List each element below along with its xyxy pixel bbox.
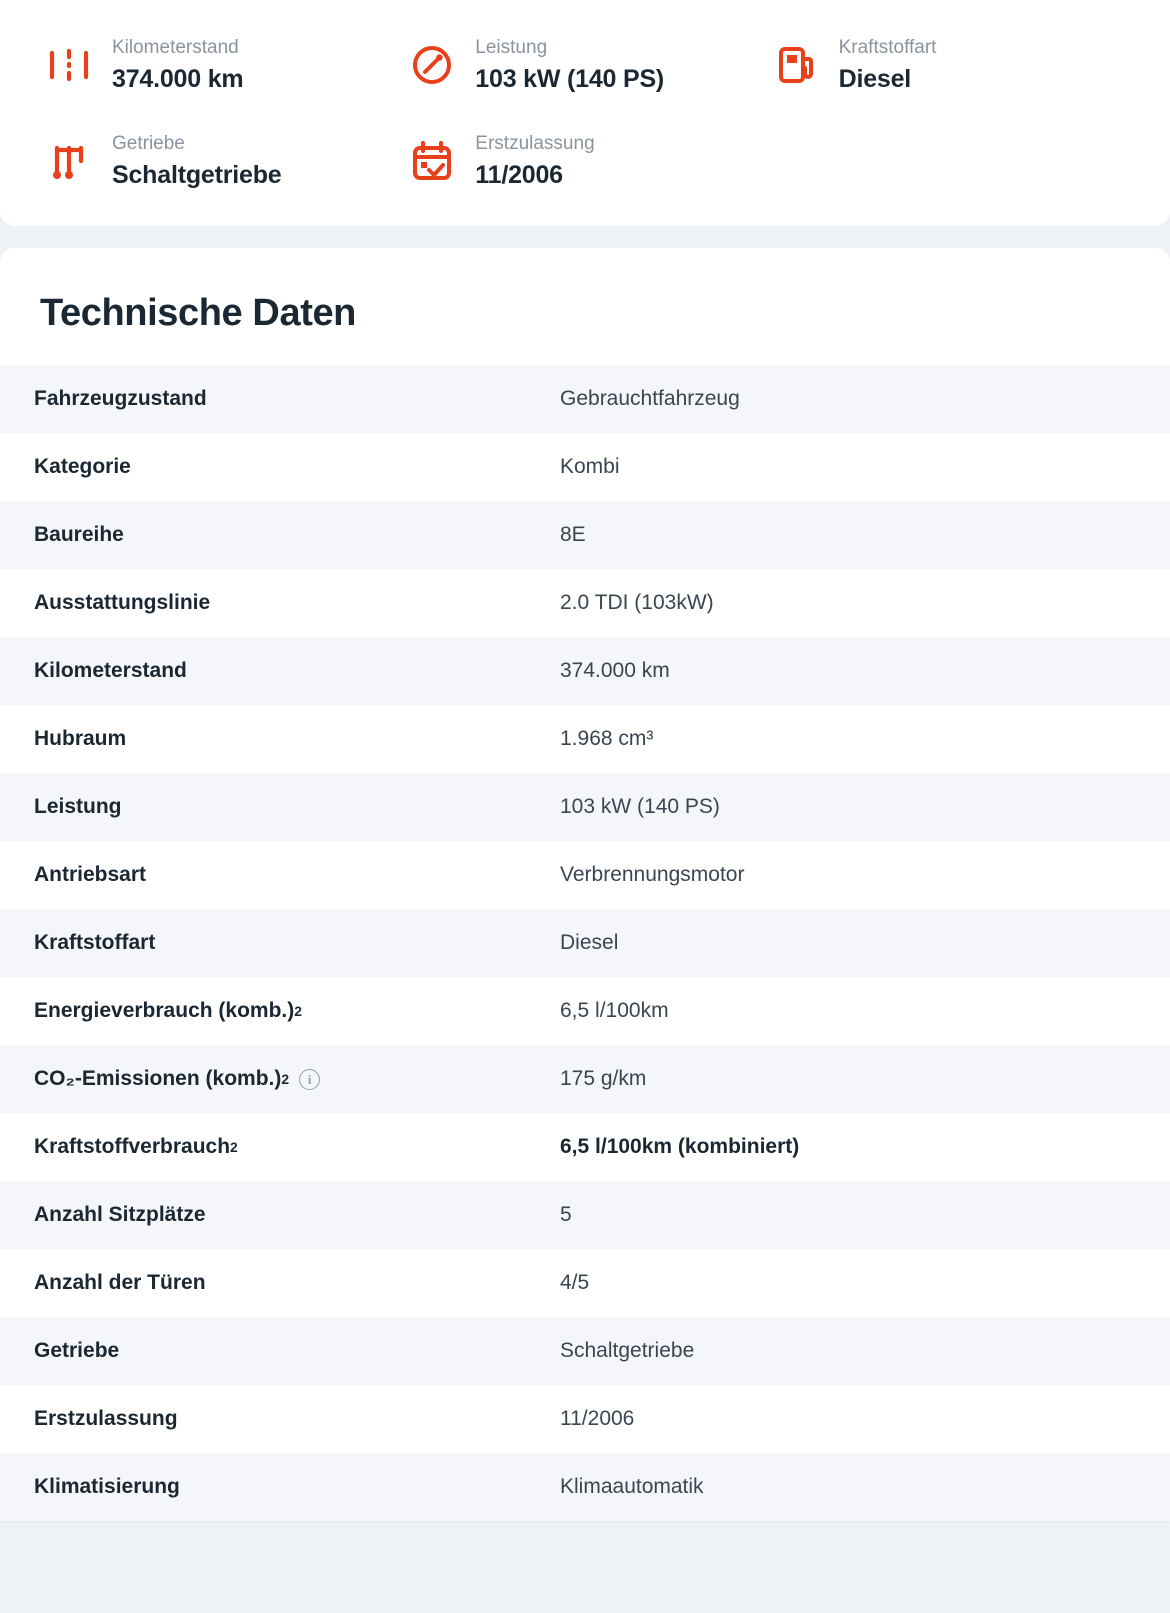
footnote-marker: 2 xyxy=(230,1139,238,1155)
spec-key-label: Kilometerstand xyxy=(34,659,187,682)
odometer-icon xyxy=(40,36,98,94)
spec-value: 8E xyxy=(560,523,586,546)
table-row xyxy=(0,909,1170,977)
footnote-marker: 2 xyxy=(294,1003,302,1019)
spec-value: 103 kW (140 PS) xyxy=(560,795,720,818)
table-row xyxy=(0,773,1170,841)
spec-value: Schaltgetriebe xyxy=(560,1339,695,1362)
page-title: Technische Daten xyxy=(40,292,356,334)
table-row xyxy=(0,1045,1170,1113)
spec-value: 175 g/km xyxy=(560,1067,647,1090)
footnote-marker: 2 xyxy=(281,1071,290,1087)
spec-key-label: Kategorie xyxy=(34,455,131,478)
spec-key xyxy=(0,365,560,433)
spec-value: 374.000 km xyxy=(560,659,670,682)
spec-key xyxy=(0,1113,560,1181)
spec-key xyxy=(0,773,560,841)
spec-key-label: CO₂-Emissionen (komb.) xyxy=(34,1067,282,1090)
spec-value: 5 xyxy=(560,1203,572,1226)
specification-table xyxy=(0,365,1170,1521)
table-row xyxy=(0,1113,1170,1181)
highlight-label: Getriebe xyxy=(112,133,185,155)
spec-value: Klimaautomatik xyxy=(560,1475,704,1498)
spec-key-label: Anzahl Sitzplätze xyxy=(34,1203,206,1226)
spec-key xyxy=(0,1317,560,1385)
highlight-value: 374.000 km xyxy=(112,64,244,93)
section-gap xyxy=(0,226,1170,248)
spec-key xyxy=(0,705,560,773)
highlight-label: Leistung xyxy=(475,37,548,59)
spec-key xyxy=(0,501,560,569)
highlight-value: 11/2006 xyxy=(475,160,563,189)
spec-value: 6,5 l/100km xyxy=(560,999,669,1022)
highlight-label: Kilometerstand xyxy=(112,37,239,59)
spec-key xyxy=(0,1453,560,1521)
spec-key-label: Hubraum xyxy=(34,727,127,750)
spec-key-label: Kraftstoffart xyxy=(34,931,156,954)
spec-key-label: Kraftstoffverbrauch xyxy=(34,1135,231,1158)
spec-key xyxy=(0,1045,560,1113)
spec-key xyxy=(0,1385,560,1453)
table-row xyxy=(0,705,1170,773)
technical-data-card xyxy=(0,248,1170,1521)
table-row xyxy=(0,1453,1170,1521)
spec-value: Diesel xyxy=(560,931,619,954)
spec-key-label: Getriebe xyxy=(34,1339,120,1362)
spec-value: 1.968 cm³ xyxy=(560,727,654,750)
spec-key-label: Fahrzeugzustand xyxy=(34,387,207,410)
vehicle-highlights-card xyxy=(0,0,1170,226)
spec-key xyxy=(0,569,560,637)
table-row xyxy=(0,365,1170,433)
highlight-label: Kraftstoffart xyxy=(838,37,937,59)
table-row xyxy=(0,569,1170,637)
highlight-value: Schaltgetriebe xyxy=(112,160,282,189)
spec-value: Verbrennungsmotor xyxy=(560,863,745,886)
highlight-item-kraftstoffart xyxy=(767,34,1130,96)
table-row xyxy=(0,433,1170,501)
highlight-item-leistung xyxy=(403,34,766,96)
highlight-value: Diesel xyxy=(838,64,912,93)
highlight-item-getriebe xyxy=(40,130,403,192)
spec-key xyxy=(0,841,560,909)
spec-value: Kombi xyxy=(560,455,620,478)
highlight-item-kilometerstand xyxy=(40,34,403,96)
table-row xyxy=(0,841,1170,909)
spec-value: 4/5 xyxy=(560,1271,590,1294)
speedometer-icon xyxy=(403,36,461,94)
spec-key-label: Antriebsart xyxy=(34,863,147,886)
spec-key-label: Leistung xyxy=(34,795,122,818)
spec-value: 11/2006 xyxy=(560,1407,635,1430)
spec-key-label: Energieverbrauch (komb.) xyxy=(34,999,295,1022)
table-row xyxy=(0,1181,1170,1249)
spec-value: 6,5 l/100km (kombiniert) xyxy=(560,1135,800,1158)
calendar-check-icon xyxy=(403,132,461,190)
table-row xyxy=(0,1249,1170,1317)
spec-key-label: Erstzulassung xyxy=(34,1407,178,1430)
highlight-label: Erstzulassung xyxy=(475,133,595,155)
table-row xyxy=(0,1385,1170,1453)
table-row xyxy=(0,637,1170,705)
highlight-item-erstzulassung xyxy=(403,130,766,192)
table-row xyxy=(0,977,1170,1045)
spec-key xyxy=(0,1181,560,1249)
highlight-value: 103 kW (140 PS) xyxy=(475,64,665,93)
spec-key-label: Anzahl der Türen xyxy=(34,1271,206,1294)
fuel-pump-icon xyxy=(767,36,825,94)
spec-key-label: Ausstattungslinie xyxy=(34,591,211,614)
spec-key xyxy=(0,1249,560,1317)
spec-key-label: Klimatisierung xyxy=(34,1475,180,1498)
info-icon[interactable]: i xyxy=(299,1069,320,1090)
spec-key xyxy=(0,977,560,1045)
spec-key xyxy=(0,909,560,977)
highlights-grid xyxy=(40,34,1130,192)
spec-key-label: Baureihe xyxy=(34,523,124,546)
table-row xyxy=(0,1317,1170,1385)
spec-value: 2.0 TDI (103kW) xyxy=(560,591,714,614)
table-row xyxy=(0,501,1170,569)
gear-shift-icon xyxy=(40,132,98,190)
spec-value: Gebrauchtfahrzeug xyxy=(560,387,740,410)
spec-key xyxy=(0,637,560,705)
spec-key xyxy=(0,433,560,501)
